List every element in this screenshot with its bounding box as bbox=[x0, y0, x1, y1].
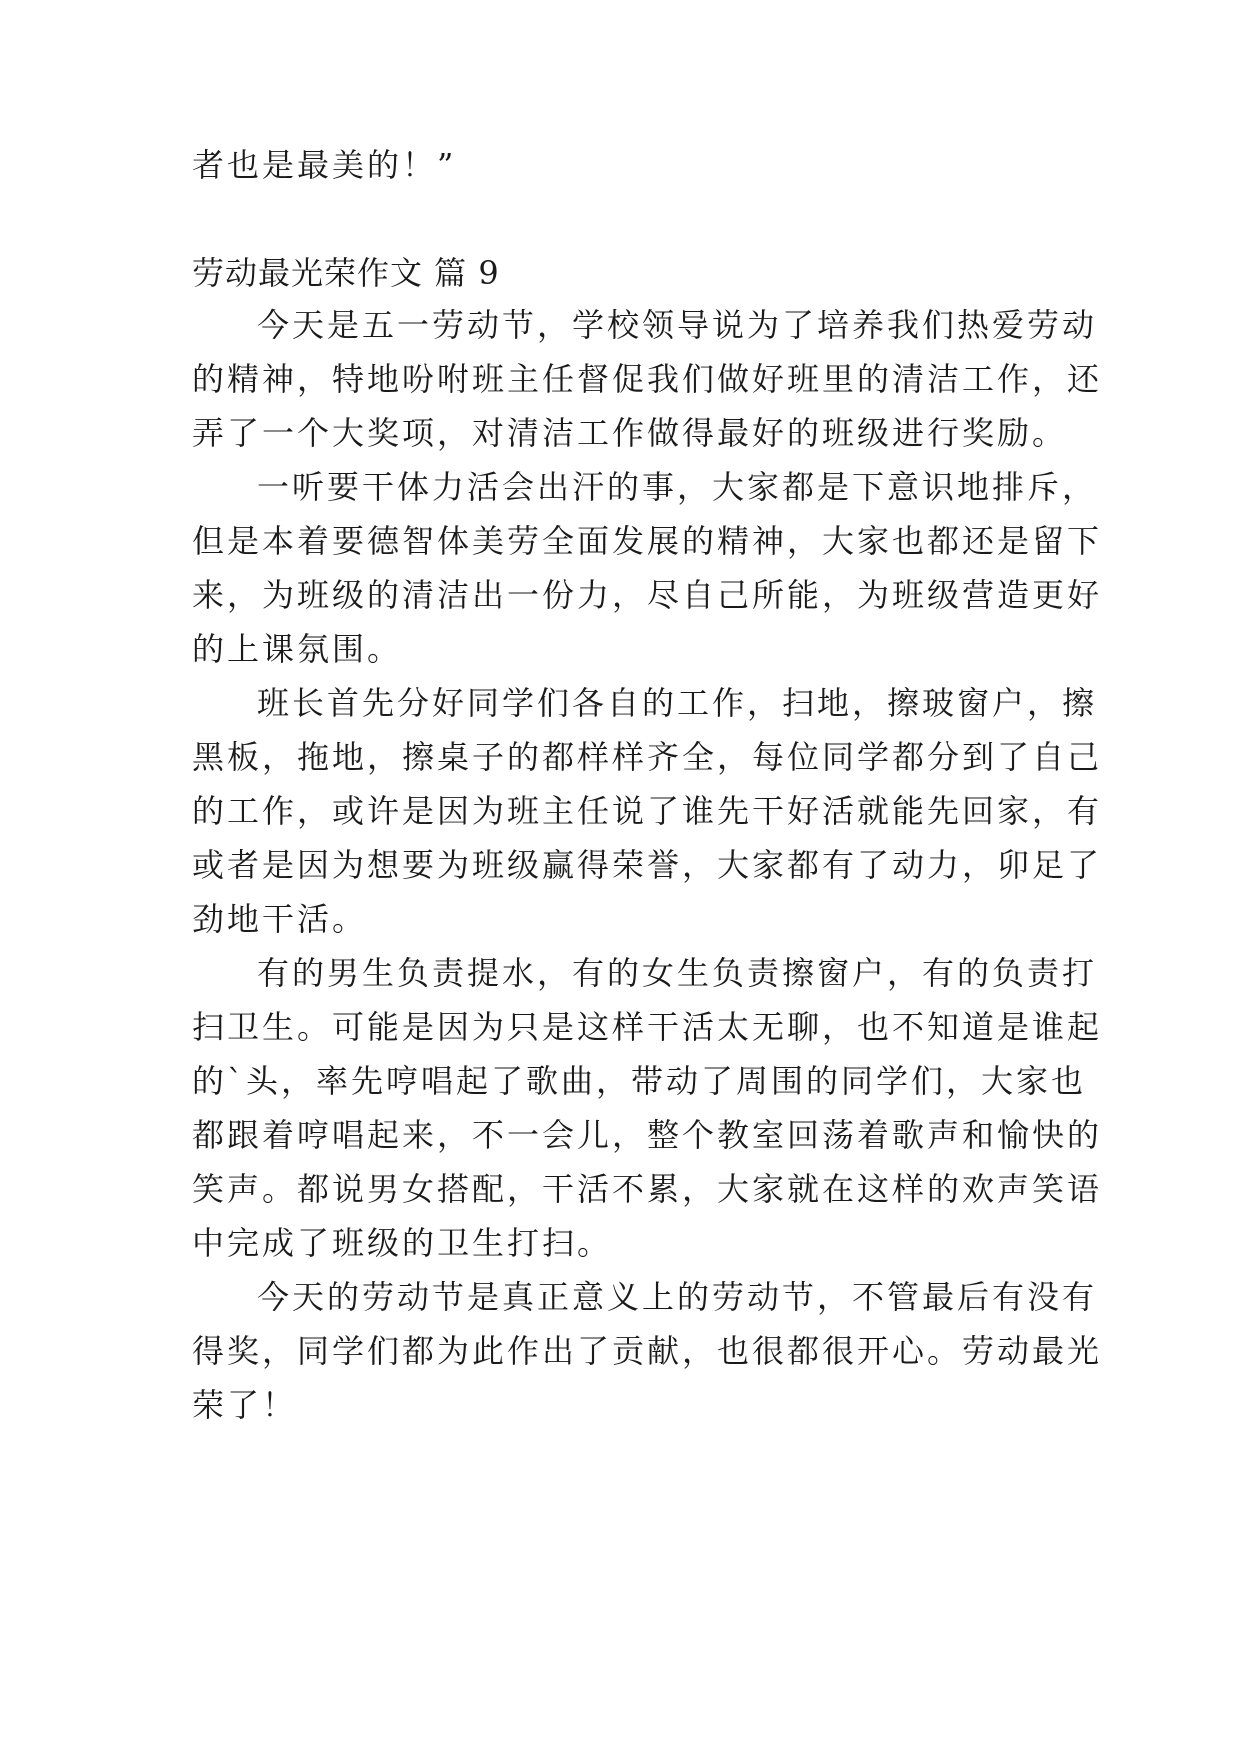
paragraph-line: 的`头，率先哼唱起了歌曲，带动了周围的同学们，大家也 bbox=[192, 1062, 1087, 1100]
paragraph-line: 的工作，或许是因为班主任说了谁先干好活就能先回家，有 bbox=[192, 792, 1103, 830]
paragraph-line: 弄了一个大奖项，对清洁工作做得最好的班级进行奖励。 bbox=[192, 414, 1068, 452]
paragraph-line: 有的男生负责提水，有的女生负责擦窗户，有的负责打 bbox=[257, 954, 1098, 992]
paragraph-line: 得奖，同学们都为此作出了贡献，也很都很开心。劳动最光 bbox=[192, 1332, 1103, 1370]
paragraph-line: 中完成了班级的卫生打扫。 bbox=[192, 1224, 613, 1262]
paragraph-line: 荣了！ bbox=[192, 1386, 298, 1424]
lead-fragment: 者也是最美的！” bbox=[192, 146, 457, 184]
paragraph-line: 来，为班级的清洁出一份力，尽自己所能，为班级营造更好 bbox=[192, 576, 1103, 614]
paragraph-line: 的上课氛围。 bbox=[192, 630, 403, 668]
paragraph-line: 班长首先分好同学们各自的工作，扫地，擦玻窗户，擦 bbox=[257, 684, 1098, 722]
paragraph-line: 黑板，拖地，擦桌子的都样样齐全，每位同学都分到了自己 bbox=[192, 738, 1103, 776]
paragraph-line: 扫卫生。可能是因为只是这样干活太无聊，也不知道是谁起 bbox=[192, 1008, 1103, 1046]
paragraph-line: 今天的劳动节是真正意义上的劳动节，不管最后有没有 bbox=[257, 1278, 1098, 1316]
paragraph-line: 都跟着哼唱起来，不一会儿，整个教室回荡着歌声和愉快的 bbox=[192, 1116, 1103, 1154]
paragraph-line: 但是本着要德智体美劳全面发展的精神，大家也都还是留下 bbox=[192, 522, 1103, 560]
paragraph-line: 今天是五一劳动节，学校领导说为了培养我们热爱劳动 bbox=[257, 306, 1098, 344]
paragraph-line: 或者是因为想要为班级赢得荣誉，大家都有了动力，卯足了 bbox=[192, 846, 1103, 884]
paragraph-line: 的精神，特地吩咐班主任督促我们做好班里的清洁工作，还 bbox=[192, 360, 1103, 398]
paragraph-line: 一听要干体力活会出汗的事，大家都是下意识地排斥， bbox=[257, 468, 1098, 506]
section-title: 劳动最光荣作文 篇 9 bbox=[192, 254, 500, 292]
paragraph-line: 笑声。都说男女搭配，干活不累，大家就在这样的欢声笑语 bbox=[192, 1170, 1103, 1208]
paragraph-line: 劲地干活。 bbox=[192, 900, 368, 938]
